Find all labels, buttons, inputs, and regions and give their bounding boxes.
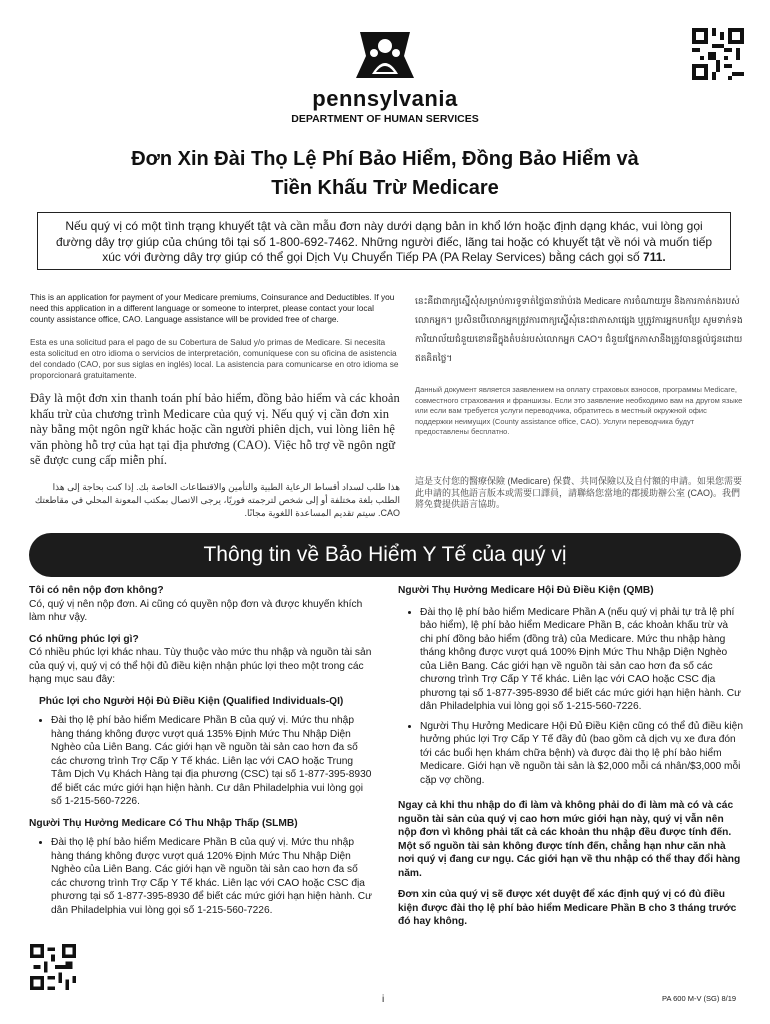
state-name: pennsylvania (312, 86, 458, 111)
statement-vietnamese: Đây là một đơn xin thanh toán phí bảo hiểm, đồng bảo hiểm và các khoản khấu trừ của chương trình Medicare của quý vị. Nếu quý vị cần đơn xin này bằng một ngôn ngữ khác hoặc cần người phiên dịch, vui lòng liên hệ văn phòng hỗ trợ của hạt tại địa phương (CAO). Việc hỗ trợ về ngôn ngữ sẽ được cung cấp miễn phí. (30, 391, 400, 467)
keystone-family-logo-icon (350, 26, 420, 84)
qi-heading: Phúc lợi cho Người Hội Đủ Điều Kiện (Qualified Individuals-QI) (39, 695, 344, 707)
answer-should-apply: Có, quý vị nên nộp đơn. Ai cũng có quyền nộp đơn và được khuyến khích làm như vậy. (29, 598, 363, 623)
notice-text: Nếu quý vị có một tình trạng khuyết tật và cần mẫu đơn này dưới dạng bản in khổ lớn hoặc định dạng khác, vui lòng gọi đường dây trợ giúp của chúng tôi tại số 1-800-692-7462. Những người điếc, lãng tai hoặc có khuyết tật về nói và muốn tiếp xúc với đường dây trợ giúp có thể gọi Dịch Vụ Chuyển Tiếp PA (PA Relay Services) bằng cách gọi số (55, 219, 713, 264)
department-name: DEPARTMENT OF HUMAN SERVICES (291, 113, 479, 125)
slmb-heading: Người Thụ Hưởng Medicare Có Thu Nhập Thấp (SLMB) (29, 817, 298, 829)
slmb-bullet: • Đài thọ lệ phí bảo hiểm Medicare Phần B của quý vị. Mức thu nhập hàng tháng không được vượt quá 120% Định Mức Thu Nhập Diện Nghèo của Liên Bang. Các giới hạn về nguồn tài sản cao hơn đa số các chương trình Trợ Cấp Y Tế khác. Liên lạc với CAO hoặc CSC địa phương tại số 1-877-395-8930 để biết các mức giới hạn hiện hành. Cư dân Philadelphia vui lòng gọi số 1-215-560-7226. (51, 836, 373, 917)
qmb-bullet-2: • Người Thụ Hưởng Medicare Hội Đủ Điều Kiện cũng có thể đủ điều kiện hưởng phúc lợi Trợ Cấp Y Tế đầy đủ (bao gồm cả dịch vụ xe đưa đón tới các buổi hẹn khám chữa bệnh) và được đài thọ lệ phí bảo hiểm Medicare. Giới hạn về nguồn tài sản là $2,000 mỗi cá nhân/$3,000 mỗi cặp vợ chồng. (420, 720, 743, 788)
statement-khmer: នេះគឺជាពាក្យស្នើសុំសម្រាប់ការទូទាត់ថ្លៃធានារ៉ាប់រង Medicare ការចំណាយរួម និងការកាត់កងរបស់លោកអ្នក។ ប្រសិនបើលោកអ្នកត្រូវការពាក្យស្នើសុំនេះជាភាសាផ្សេង ឬត្រូវការអ្នកបកប្រែ សូមទាក់ទងការិយាល័យជំនួយខោនធីក្នុងតំបន់របស់លោកអ្នក CAO។ ជំនួយផ្នែកភាសានឹងត្រូវបានផ្តល់ជូនដោយឥតគិតថ្លៃ។ (415, 296, 743, 363)
right-column (398, 584, 743, 937)
statement-english: This is an application for payment of your Medicare premiums, Coinsurance and Deductibles. If you need this application in a different language or someone to interpret, please contact your local county assistance office, CAO. Language assistance will be provided free of charge. (30, 292, 395, 324)
question-should-apply: Tôi có nên nộp đơn không? (29, 585, 164, 596)
statement-spanish: Esta es una solicitud para el pago de su Cobertura de Salud y/o primas de Medicare. Si necesita esta solicitud en otro idioma o servicios de interpretación, comuníquese con su oficina de asistencia del condado (CAO, por sus siglas en inglés) local. La asistencia para comunicarse en otro idioma se proporcionará gratuitamente. (30, 337, 399, 380)
question-benefits: Có những phúc lợi gì? (29, 633, 139, 645)
answer-benefits: Có nhiều phúc lợi khác nhau. Tùy thuộc vào mức thu nhập và nguồn tài sản của quý vị, quý vị có thể hội đủ điều kiện nhận phúc lợi theo một trong các hạng mục sau đây: (29, 647, 372, 685)
page-title (60, 145, 710, 203)
retroactive-note: Đơn xin của quý vị sẽ được xét duyệt để xác định quý vị có đủ điều kiện được đài thọ lệ phí bảo hiểm Medicare Phần B cho 3 tháng trước đó hay không. (398, 889, 737, 927)
relay-number: 711. (643, 250, 666, 264)
qi-list (29, 714, 373, 809)
qmb-list (398, 606, 743, 788)
qr-code-icon (692, 28, 744, 80)
statement-chinese: 這是支付您的醫療保險 (Medicare) 保費、共同保險以及自付額的申請。如果您需要此申請的其他語言版本或需要口譯員，請聯絡您當地的郡援助辦公室 (CAO)。我們將免費提供語言協助。 (415, 476, 743, 509)
section-banner: Thông tin về Bảo Hiểm Y Tế của quý vị (29, 533, 741, 577)
accessibility-notice (37, 212, 731, 270)
statement-arabic: هذا طلب لسداد أقساط الرعاية الطبية والتأمين والاقتطاعات الخاصة بك. إذا كنت بحاجة إلى هذا الطلب بلغة مختلفة أو إلى شخص لترجمته فوريًا، يرجى الاتصال بمكتب المعونة المحلي في مقاطعتك CAO. سيتم تقديم المساعدة اللغوية مجانًا. (34, 482, 400, 518)
form-number: PA 600 M-V (SG) 8/19 (662, 994, 737, 1003)
title-line-1: Đơn Xin Đài Thọ Lệ Phí Bảo Hiểm, Đồng Bảo Hiểm và (131, 148, 639, 170)
qi-bullet: • Đài thọ lệ phí bảo hiểm Medicare Phần B của quý vị. Mức thu nhập hàng tháng không được vượt quá 135% Định Mức Thu Nhập Diện Nghèo của Liên Bang. Các giới hạn về nguồn tài sản cao hơn đa số các chương trình Trợ Cấp Y Tế khác. Liên lạc với CAO hoặc Trung Tâm Dịch Vụ Khách Hàng tại địa phương (CSC) tại số 1-877-395-8930 để biết các mức giới hạn hiện hành. Cư dân Philadelphia vui lòng gọi số 1-215-560-7226. (51, 714, 373, 809)
page-number: i (382, 994, 385, 1005)
income-note: Ngay cả khi thu nhập do đi làm và không phải do đi làm mà có và các nguồn tài sản của quý vị cao hơn mức giới hạn này, quý vị vẫn nên nộp đơn vì không phải tất cả các khoản thu nhập đều được tính đến. Một số nguồn tài sản không được tính đến, chẳng hạn như căn nhà nơi quý vị đang cư ngụ. Các giới hạn về thu nhập có thể thay đổi hàng năm. (398, 800, 741, 879)
slmb-list (0, 836, 373, 917)
dhs-logo (285, 26, 485, 125)
title-line-2: Tiền Khấu Trừ Medicare (271, 177, 499, 199)
qmb-heading: Người Thụ Hưởng Medicare Hội Đủ Điều Kiện (QMB) (398, 585, 654, 596)
statement-russian: Данный документ является заявлением на оплату страховых взносов, программы Medicare, совместного страхования и франшизы. Если это заявление необходимо вам на другом языке или если вам требуется услуги переводчика, обратитесь в местный окружной офис поддержки неимущих (County assistance office, CAO). Услуги переводчика будут предоставлены бесплатно. (415, 385, 743, 436)
qmb-bullet-1: • Đài thọ lệ phí bảo hiểm Medicare Phần A (nếu quý vị phải tự trả lệ phí bảo hiểm), lệ phí bảo hiểm Medicare Phần B, các khoản khấu trừ và chi phí đồng bảo hiểm (đồng trả) của Medicare. Mức thu nhập hàng tháng không được vượt quá 100% Định Mức Thu Nhập Diện Nghèo của Liên Bang. Các giới hạn về nguồn tài sản cao hơn đa số các chương trình Trợ Cấp Y Tế khác. Liên lạc với CAO hoặc CSC địa phương tại số 1-877-395-8930 để biết các mức giới hạn hiện hành. Cư dân Philadelphia vui lòng gọi số 1-215-560-7226. (420, 606, 743, 714)
left-column (29, 584, 373, 925)
qr-code-icon (30, 944, 76, 990)
